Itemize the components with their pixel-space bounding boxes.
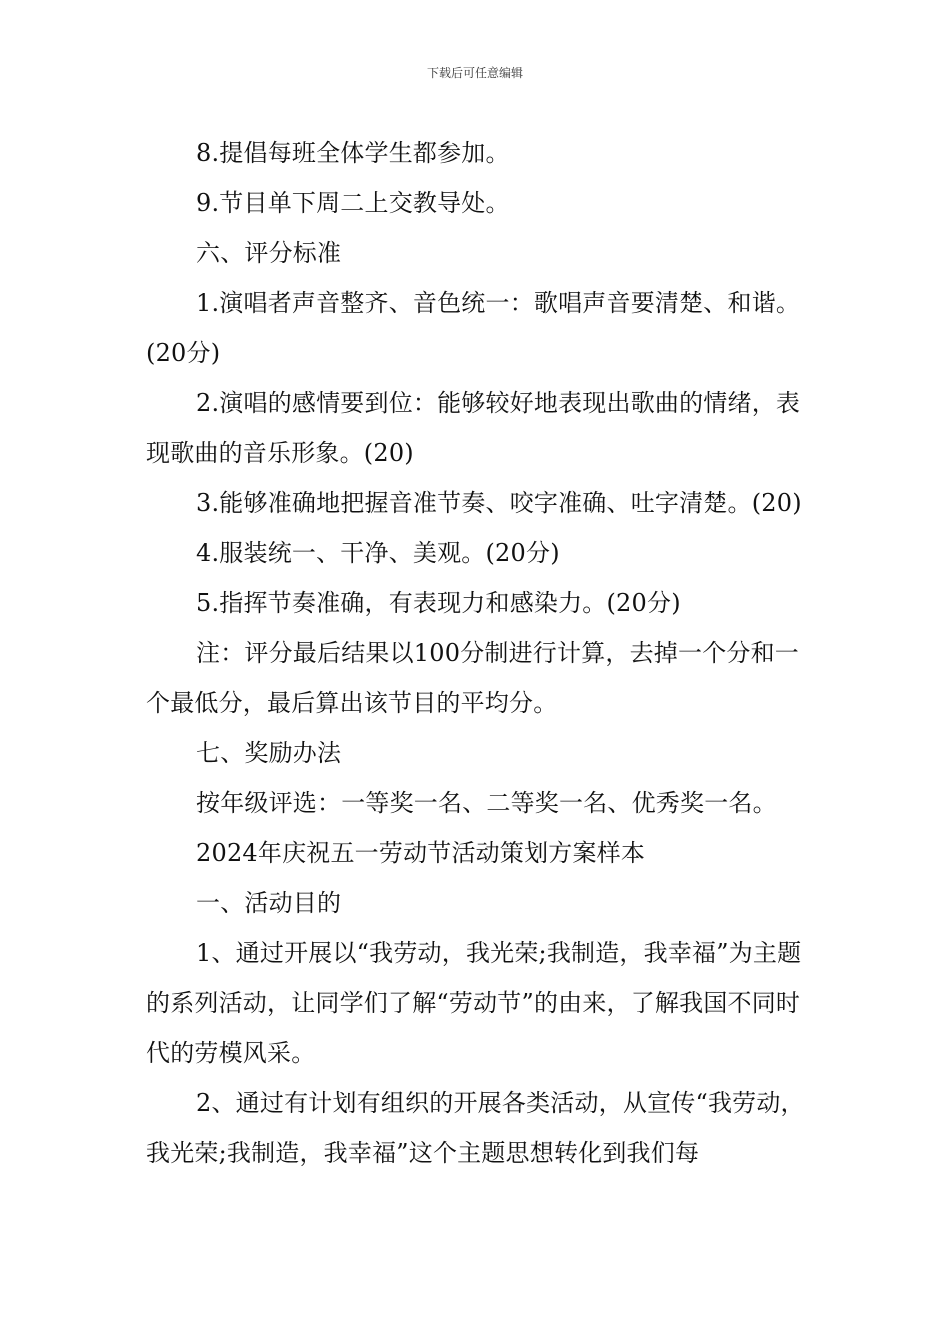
document-body <box>146 128 806 1178</box>
section-heading-rewards: 七、奖励办法 <box>196 739 342 767</box>
scoring-item-2: 2.演唱的感情要到位：能够较好地表现出歌曲的情绪，表现歌曲的音乐形象。(20) <box>146 389 801 467</box>
section-heading-scoring: 六、评分标准 <box>196 239 342 267</box>
scoring-item-1: 1.演唱者声音整齐、音色统一：歌唱声音要清楚、和谐。(20分) <box>146 289 801 367</box>
purpose-item-2: 2、通过有计划有组织的开展各类活动，从宣传“我劳动，我光荣;我制造，我幸福”这个主题思想转化到我们每 <box>146 1089 805 1167</box>
scoring-note: 注：评分最后结果以100分制进行计算，去掉一个分和一个最低分，最后算出该节目的平均分。 <box>146 639 800 717</box>
scoring-item-5: 5.指挥节奏准确，有表现力和感染力。(20分) <box>196 589 681 617</box>
document-title: 2024年庆祝五一劳动节活动策划方案样本 <box>196 839 646 867</box>
scoring-item-4: 4.服装统一、干净、美观。(20分) <box>196 539 560 567</box>
purpose-item-1: 1、通过开展以“我劳动，我光荣;我制造，我幸福”为主题的系列活动，让同学们了解“劳动节”的由来，了解我国不同时代的劳模风采。 <box>146 939 802 1067</box>
rewards-text: 按年级评选：一等奖一名、二等奖一名、优秀奖一名。 <box>196 789 777 817</box>
section-heading-purpose: 一、活动目的 <box>196 889 342 917</box>
paragraph-item-9: 9.节目单下周二上交教导处。 <box>196 189 510 217</box>
paragraph-item-8: 8.提倡每班全体学生都参加。 <box>196 139 510 167</box>
scoring-item-3: 3.能够准确地把握音准节奏、咬字准确、吐字清楚。(20) <box>196 489 802 517</box>
page-header: 下载后可任意编辑 <box>426 66 523 80</box>
